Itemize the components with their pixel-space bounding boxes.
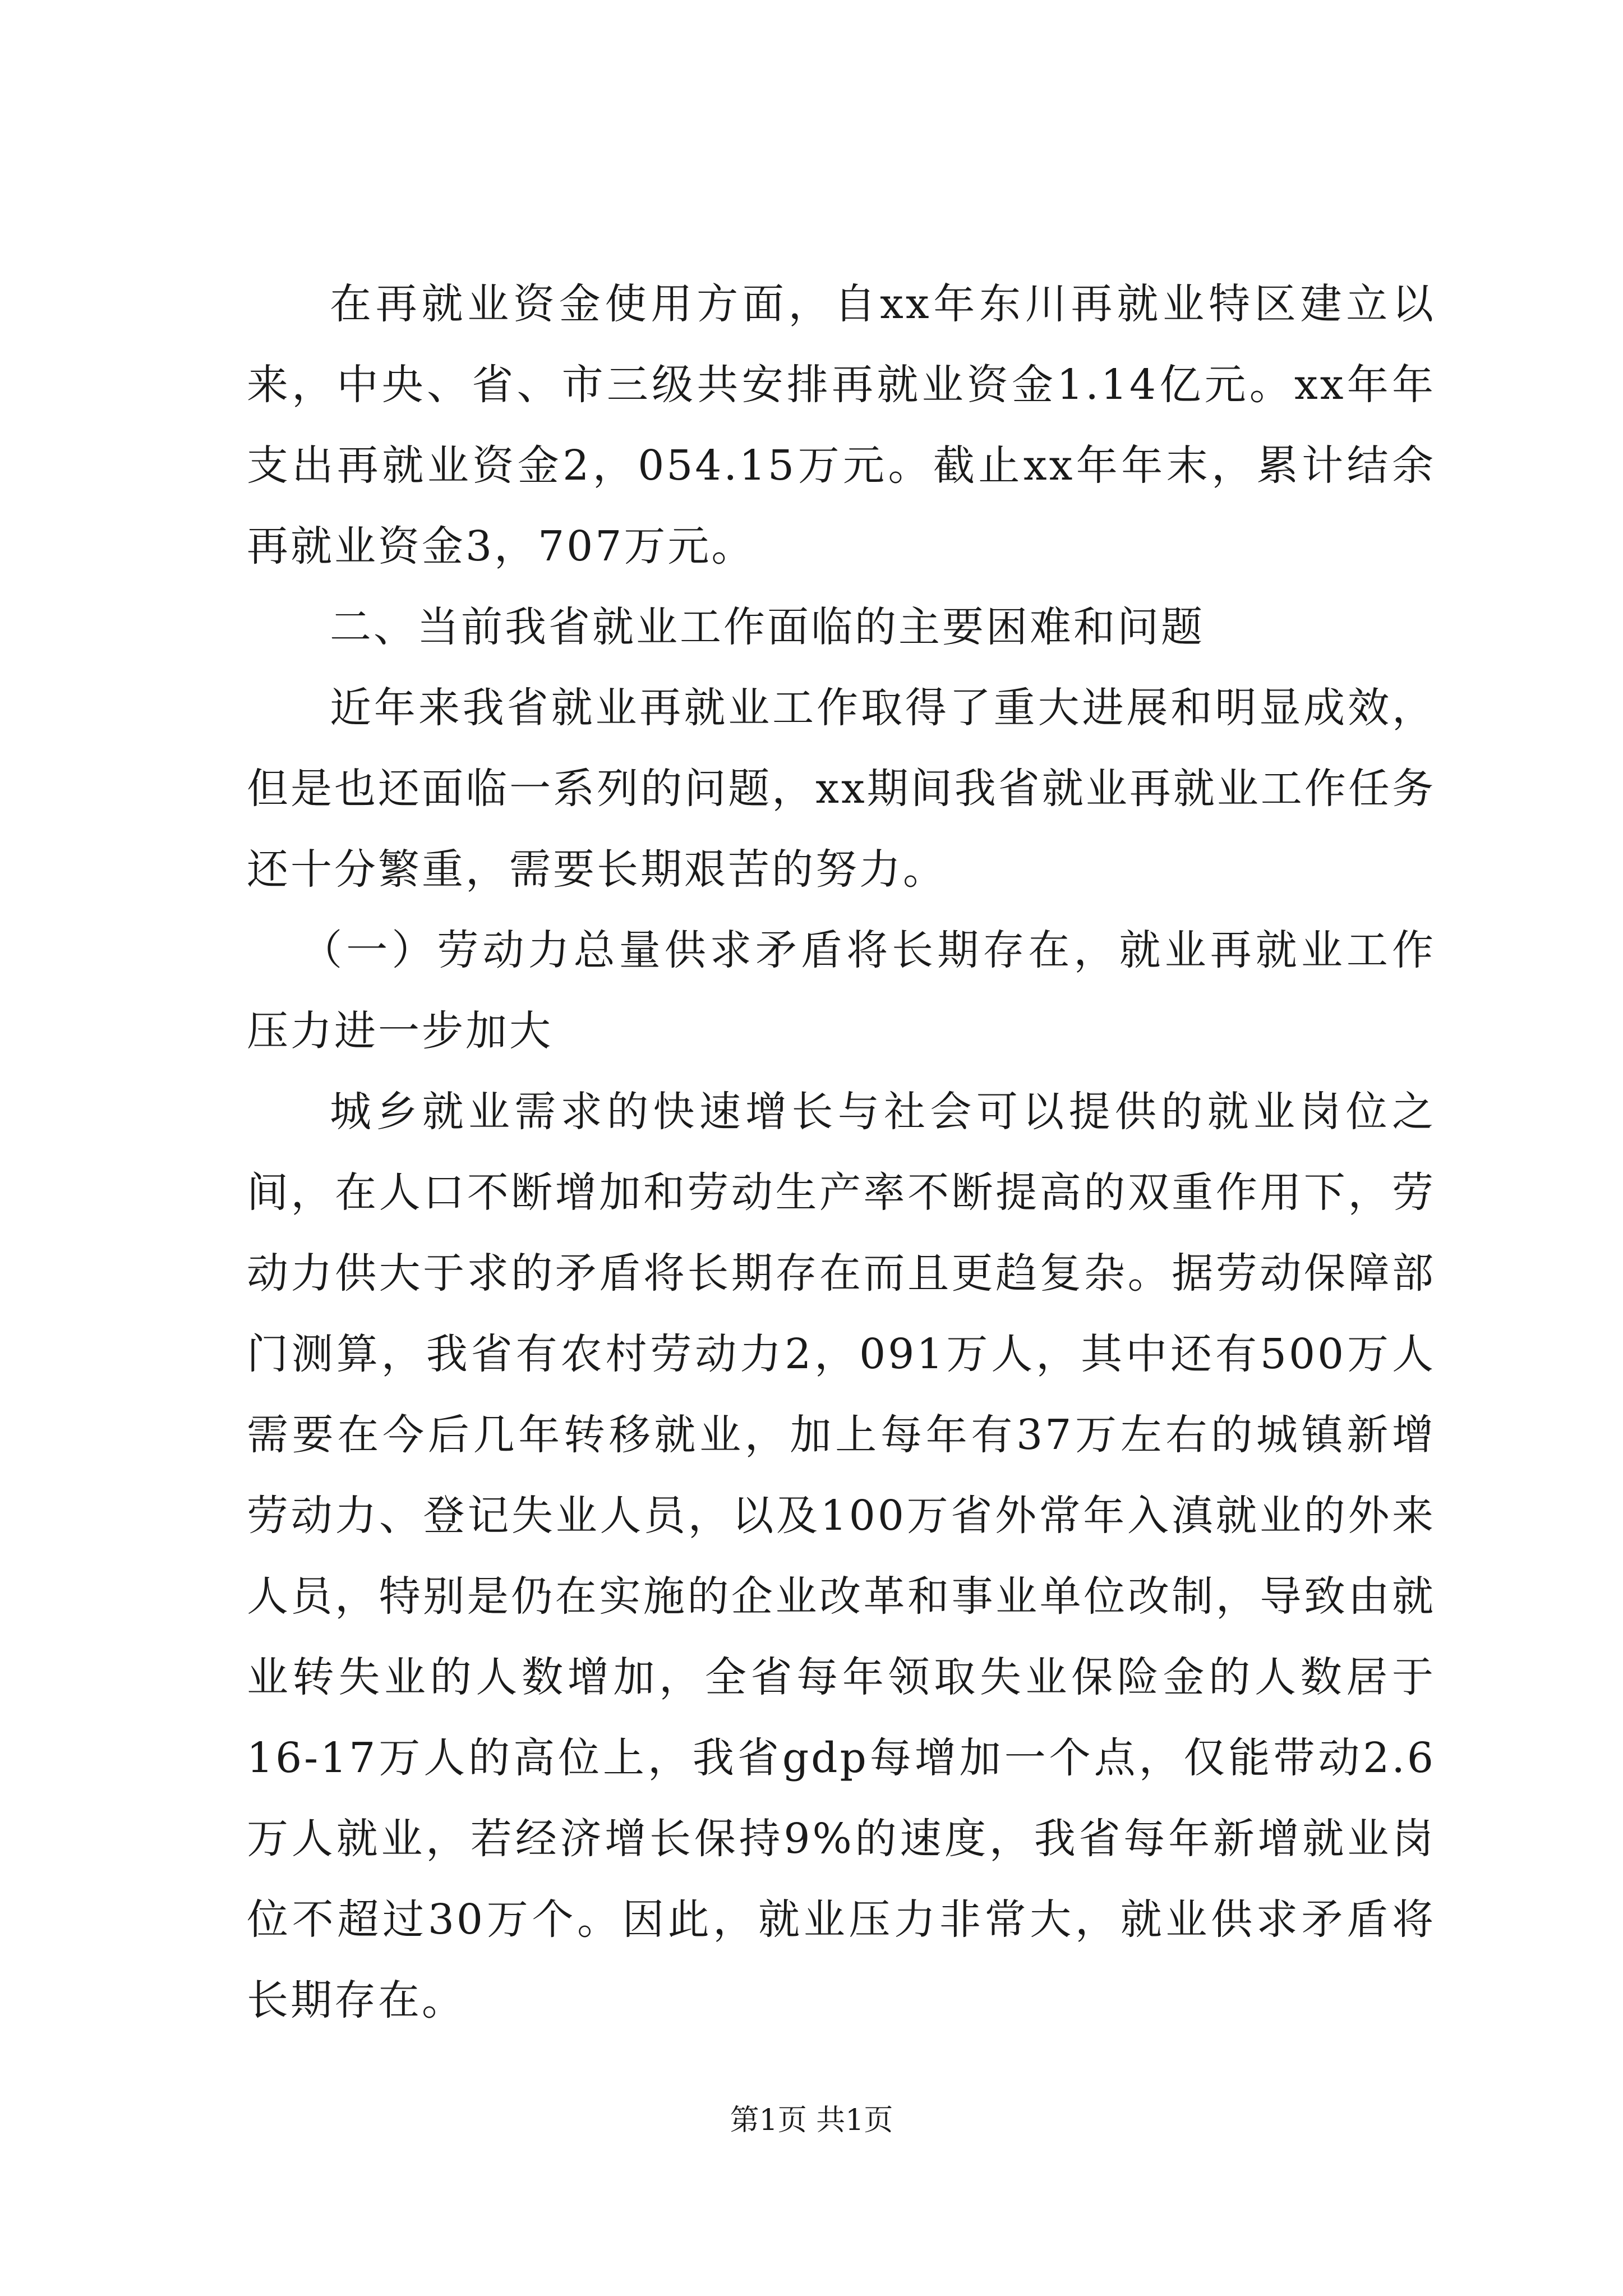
paragraph-labor-supply: 城乡就业需求的快速增长与社会可以提供的就业岗位之间，在人口不断增加和劳动生产率不断提高的双重作用下，劳动力供大于求的矛盾将长期存在而且更趋复杂。据劳动保障部门测算，我省有农村劳动力2，091万人，其中还有500万人需要在今后几年转移就业，加上每年有37万左右的城镇新增劳动力、登记失业人员，以及100万省外常年入滇就业的外来人员，特别是仍在实施的企业改革和事业单位改制，导致由就业转失业的人数增加，全省每年领取失业保险金的人数居于16-17万人的高位上，我省gdp每增加一个点，仅能带动2.6万人就业，若经济增长保持9%的速度，我省每年新增就业岗位不超过30万个。因此，就业压力非常大，就业供求矛盾将长期存在。 xyxy=(247,1088,1436,2024)
paragraph-overview: 近年来我省就业再就业工作取得了重大进展和明显成效，但是也还面临一系列的问题，xx期间我省就业再就业工作任务还十分繁重，需要长期艰苦的努力。 xyxy=(247,684,1436,894)
page-footer: 第1页 共1页 xyxy=(730,2104,893,2137)
paragraph-funds: 在再就业资金使用方面，自xx年东川再就业特区建立以来，中央、省、市三级共安排再就业资金1.14亿元。xx年年支出再就业资金2，054.15万元。截止xx年年末，累计结余再就业资金3，707万元。 xyxy=(247,280,1436,570)
subsection-heading: （一）劳动力总量供求矛盾将长期存在，就业再就业工作压力进一步加大 xyxy=(247,926,1436,1055)
document-body xyxy=(247,264,1436,2041)
section-heading: 二、当前我省就业工作面临的主要困难和问题 xyxy=(330,603,1205,651)
